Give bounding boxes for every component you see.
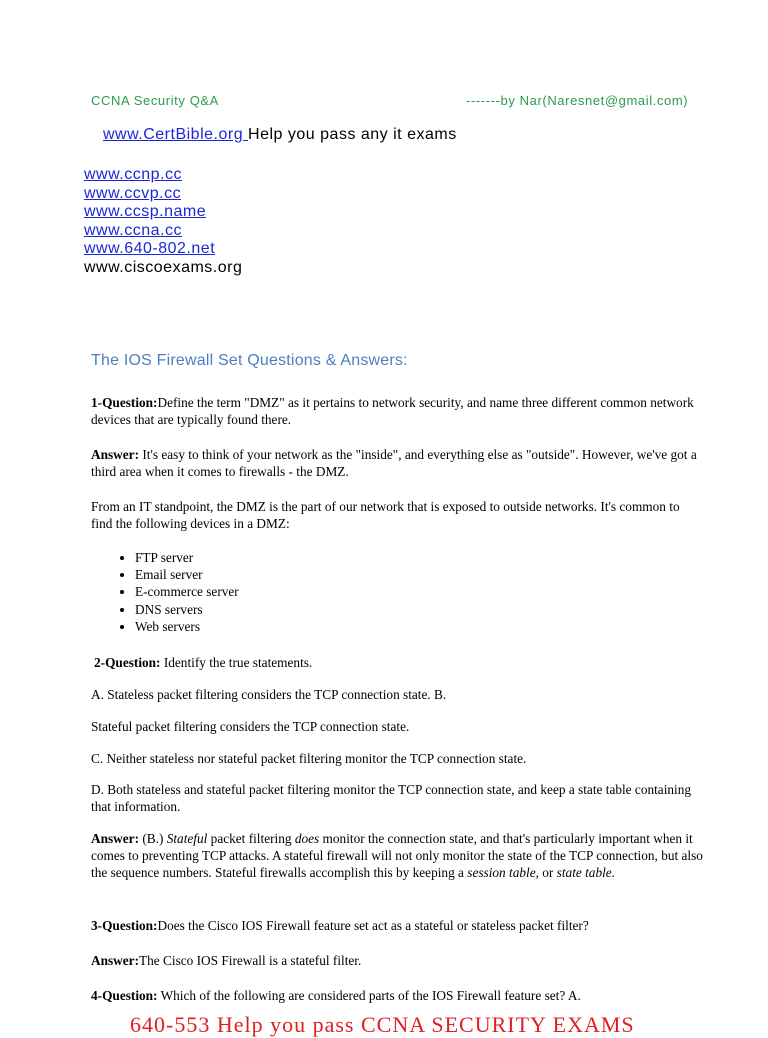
tagline [103,126,457,144]
header-title: CCNA Security Q&A [91,93,219,108]
link-640-802[interactable]: www.640-802.net [84,240,216,257]
option-b: Stateful packet filtering considers the TCP connection state. [91,719,410,734]
header-author: -------by Nar(Naresnet@gmail.com) [466,93,689,108]
answer-3-text: The Cisco IOS Firewall is a stateful filter. [139,953,362,968]
answer-2-text: or [538,865,557,880]
answer-3 [91,952,703,969]
question-2 [94,654,706,671]
dmz-device-list [91,549,239,635]
answer-1 [91,446,703,480]
link-ccna[interactable]: www.ccna.cc [84,221,182,239]
answer-2-label: Answer: [91,831,140,846]
question-1 [91,394,703,428]
link-ccvp[interactable]: www.ccvp.cc [84,184,182,202]
question-4-text: Which of the following are considered parts of the IOS Firewall feature set? A. [157,988,581,1003]
certbible-link[interactable]: www.CertBible.org [103,126,249,143]
question-4-label: 4-Question: [91,988,158,1003]
answer-2-italic: state table. [556,865,616,880]
option-c: C. Neither stateless nor stateful packet filtering monitor the TCP connection state. [91,751,527,766]
link-ciscoexams: www.ciscoexams.org [84,258,243,276]
option-d: D. Both stateless and stateful packet filtering monitor the TCP connection state, and keep a state table containing that information. [91,782,692,814]
answer-2-text: monitor the connection state, and that's particularly important when it comes to preventing TCP attacks. A stateful firewall will not only monitor the state of the TCP connection, but also the sequence numbers. Stateful firewalls accomplish this by keeping a [91,831,703,880]
answer-1-text: It's easy to think of your network as the "inside", and everything else as "outside". However, we've got a third area when it comes to firewalls - the DMZ. [91,447,697,479]
site-links [84,166,242,277]
list-item: • Email server [135,566,239,583]
answer-2-italic: Stateful [166,831,208,846]
answer-2-italic: does [294,831,320,846]
question-3-label: 3-Question: [91,918,158,933]
question-3 [91,917,703,934]
answer-1-label: Answer: [91,447,140,462]
tagline-text: Help you pass any it exams [248,126,457,143]
link-ccnp[interactable]: www.ccnp.cc [84,166,182,183]
footer-banner: 640-553 Help you pass CCNA SECURITY EXAMS [130,1012,635,1037]
list-item: • DNS servers [135,601,239,618]
list-item: • E-commerce server [135,583,239,600]
answer-3-label: Answer: [91,953,140,968]
dmz-paragraph: From an IT standpoint, the DMZ is the part of our network that is exposed to outside networks. It's common to find the following devices in a DMZ: [91,499,680,531]
answer-2-text: (B.) [139,831,167,846]
question-1-text: Define the term "DMZ" as it pertains to network security, and name three different common network devices that are typically found there. [91,395,694,427]
section-title: The IOS Firewall Set Questions & Answers: [91,352,408,369]
answer-2 [91,830,703,881]
link-ccsp[interactable]: www.ccsp.name [84,203,207,220]
list-item: • Web servers [135,618,239,635]
question-2-text: Identify the true statements. [160,655,313,670]
question-2-label: 2-Question: [94,655,161,670]
question-4 [91,987,703,1004]
question-1-label: 1-Question: [91,395,158,410]
list-item: • FTP server [135,549,239,566]
answer-2-text: packet filtering [207,831,295,846]
option-a: A. Stateless packet filtering considers the TCP connection state. B. [91,687,447,702]
question-3-text: Does the Cisco IOS Firewall feature set act as a stateful or stateless packet filter? [157,918,589,933]
answer-2-italic: session table, [467,865,539,880]
